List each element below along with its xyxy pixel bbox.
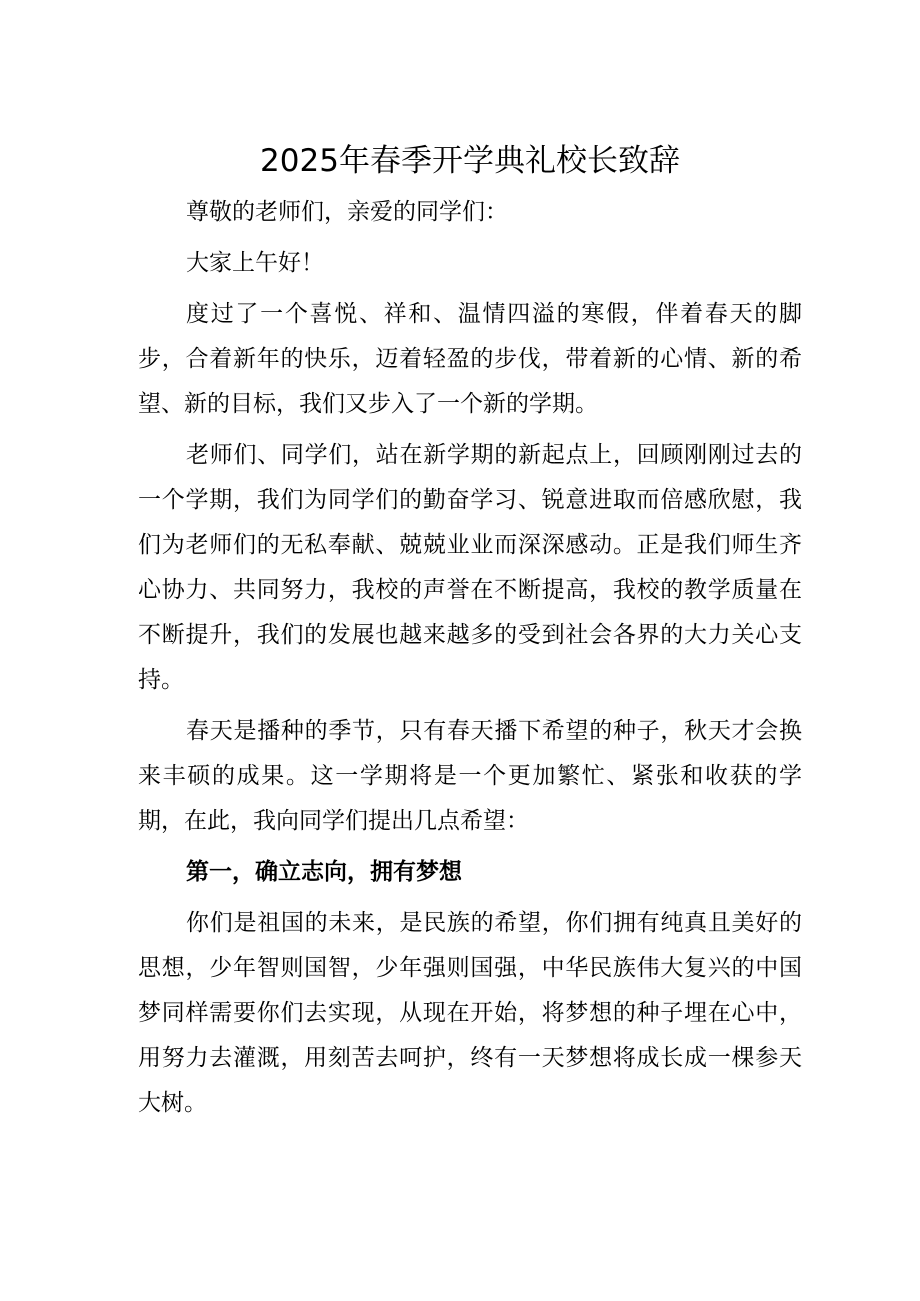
document-body <box>138 138 802 1132</box>
salutation: 尊敬的老师们，亲爱的同学们： <box>186 199 508 225</box>
greeting: 大家上午好！ <box>186 250 324 276</box>
paragraph-winter-break: 度过了一个喜悦、祥和、温情四溢的寒假，伴着春天的脚步，合着新年的快乐，迈着轻盈的步伐，带着新的心情、新的希望、新的目标，我们又步入了一个新的学期。 <box>138 301 802 417</box>
paragraph-dreams: 你们是祖国的未来，是民族的希望，你们拥有纯真且美好的思想，少年智则国智，少年强则国强，中华民族伟大复兴的中国梦同样需要你们去实现，从现在开始，将梦想的种子埋在心中，用努力去灌溉，用刻苦去呵护，终有一天梦想将成长成一棵参天大树。 <box>138 910 802 1116</box>
document-title: 2025年春季开学典礼校长致辞 <box>260 143 680 179</box>
paragraph-spring-hopes: 春天是播种的季节，只有春天播下希望的种子，秋天才会换来丰硕的成果。这一学期将是一个更加繁忙、紧张和收获的学期，在此，我向同学们提出几点希望： <box>138 718 802 834</box>
paragraph-review: 老师们、同学们，站在新学期的新起点上，回顾刚刚过去的一个学期，我们为同学们的勤奋学习、锐意进取而倍感欣慰，我们为老师们的无私奉献、兢兢业业而深深感动。正是我们师生齐心协力、共同努力，我校的声誉在不断提高，我校的教学质量在不断提升，我们的发展也越来越多的受到社会各界的大力关心支持。 <box>138 442 802 693</box>
section-heading-first: 第一，确立志向，拥有梦想 <box>186 859 462 885</box>
